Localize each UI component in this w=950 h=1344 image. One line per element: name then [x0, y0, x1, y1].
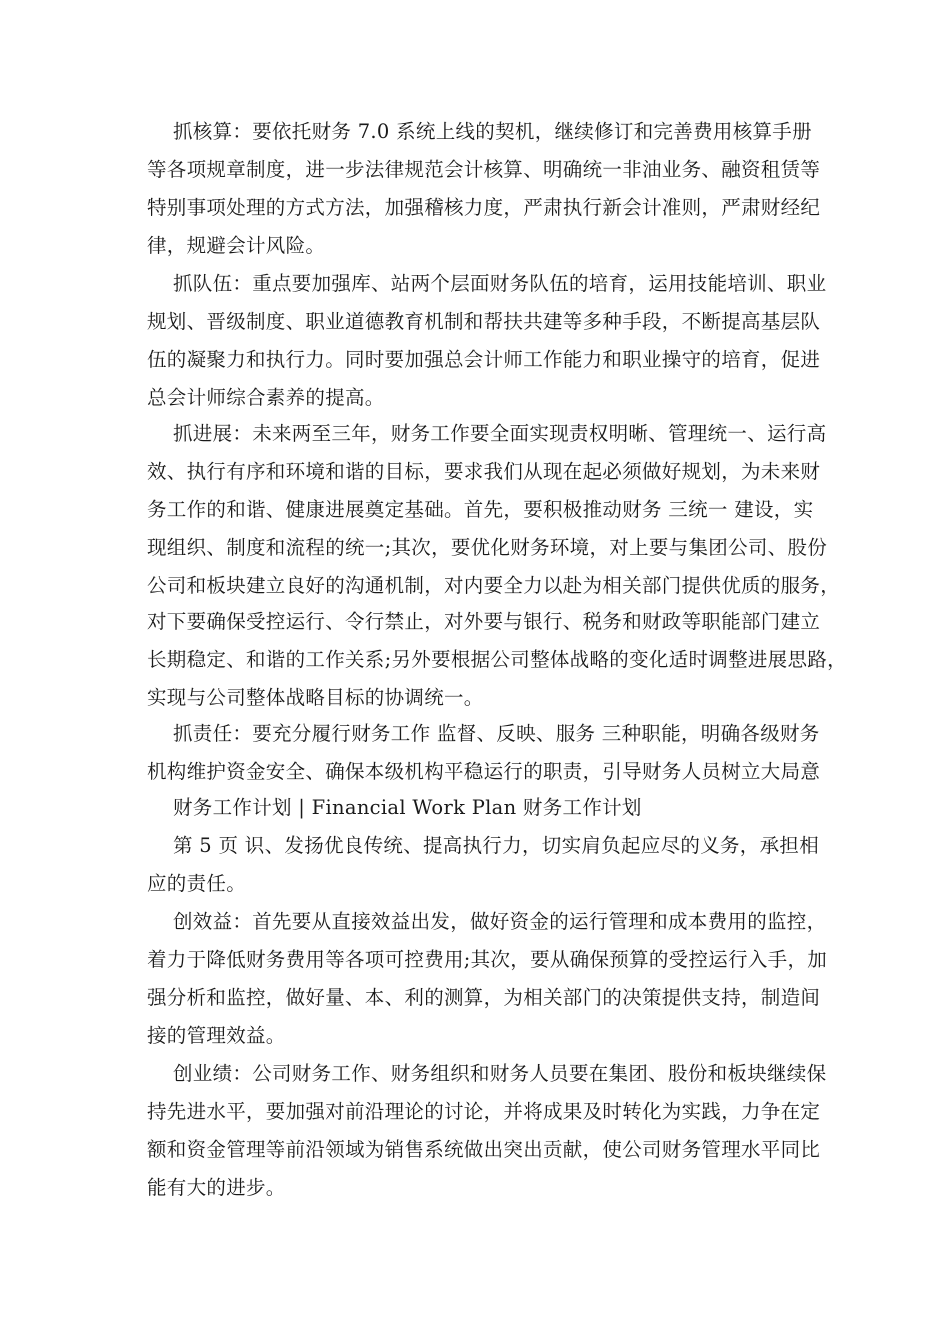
text-line-4: 律，规避会计风险。 — [147, 234, 326, 257]
text-line-16: 实现与公司整体战略目标的协调统一。 — [147, 686, 484, 709]
text-line-7: 伍的凝聚力和执行力。同时要加强总会计师工作能力和职业操守的培育，促进 — [147, 348, 821, 371]
text-line-11: 务工作的和谐、健康进展奠定基础。首先，要积极推动财务 三统一 建设，实 — [147, 498, 814, 521]
text-line-28: 能有大的进步。 — [147, 1176, 286, 1199]
running-header: 财务工作计划 | Financial Work Plan 财务工作计划 — [173, 796, 642, 819]
text-line-27: 额和资金管理等前沿领域为销售系统做出突出贡献，使公司财务管理水平同比 — [147, 1138, 821, 1161]
text-line-15: 长期稳定、和谐的工作关系;另外要根据公司整体战略的变化适时调整进展思路， — [147, 648, 847, 671]
text-line-21: 创效益：首先要从直接效益出发，做好资金的运行管理和成本费用的监控， — [173, 910, 827, 933]
text-line-24: 接的管理效益。 — [147, 1024, 286, 1047]
text-line-3: 特别事项处理的方式方法，加强稽核力度，严肃执行新会计准则，严肃财经纪 — [147, 196, 821, 219]
text-line-13: 公司和板块建立良好的沟通机制，对内要全力以赴为相关部门提供优质的服务， — [147, 574, 841, 597]
text-line-14: 对下要确保受控运行、令行禁止，对外要与银行、税务和财政等职能部门建立 — [147, 610, 821, 633]
text-line-20: 应的责任。 — [147, 872, 247, 895]
text-line-2: 等各项规章制度，进一步法律规范会计核算、明确统一非油业务、融资租赁等 — [147, 158, 821, 181]
text-line-12: 现组织、制度和流程的统一;其次，要优化财务环境，对上要与集团公司、股份 — [147, 536, 828, 559]
text-line-19: 第 5 页 识、发扬优良传统、提高执行力，切实肩负起应尽的义务，承担相 — [173, 834, 820, 857]
text-line-17: 抓责任：要充分履行财务工作 监督、反映、服务 三种职能，明确各级财务 — [173, 722, 820, 745]
text-line-9: 抓进展：未来两至三年，财务工作要全面实现责权明晰、管理统一、运行高 — [173, 422, 827, 445]
text-line-25: 创业绩：公司财务工作、财务组织和财务人员要在集团、股份和板块继续保 — [173, 1062, 827, 1085]
text-line-18: 机构维护资金安全、确保本级机构平稳运行的职责，引导财务人员树立大局意 — [147, 760, 821, 783]
text-line-6: 规划、晋级制度、职业道德教育机制和帮扶共建等多种手段，不断提高基层队 — [147, 310, 821, 333]
text-line-23: 强分析和监控，做好量、本、利的测算，为相关部门的决策提供支持，制造间 — [147, 986, 821, 1009]
text-line-8: 总会计师综合素养的提高。 — [147, 386, 385, 409]
text-line-10: 效、执行有序和环境和谐的目标，要求我们从现在起必须做好规划，为未来财 — [147, 460, 821, 483]
text-line-22: 着力于降低财务费用等各项可控费用;其次，要从确保预算的受控运行入手，加 — [147, 948, 828, 971]
text-line-5: 抓队伍：重点要加强库、站两个层面财务队伍的培育，运用技能培训、职业 — [173, 272, 827, 295]
text-line-1: 抓核算：要依托财务 7.0 系统上线的契机，继续修订和完善费用核算手册 — [173, 120, 812, 143]
text-line-26: 持先进水平，要加强对前沿理论的讨论，并将成果及时转化为实践，力争在定 — [147, 1100, 821, 1123]
